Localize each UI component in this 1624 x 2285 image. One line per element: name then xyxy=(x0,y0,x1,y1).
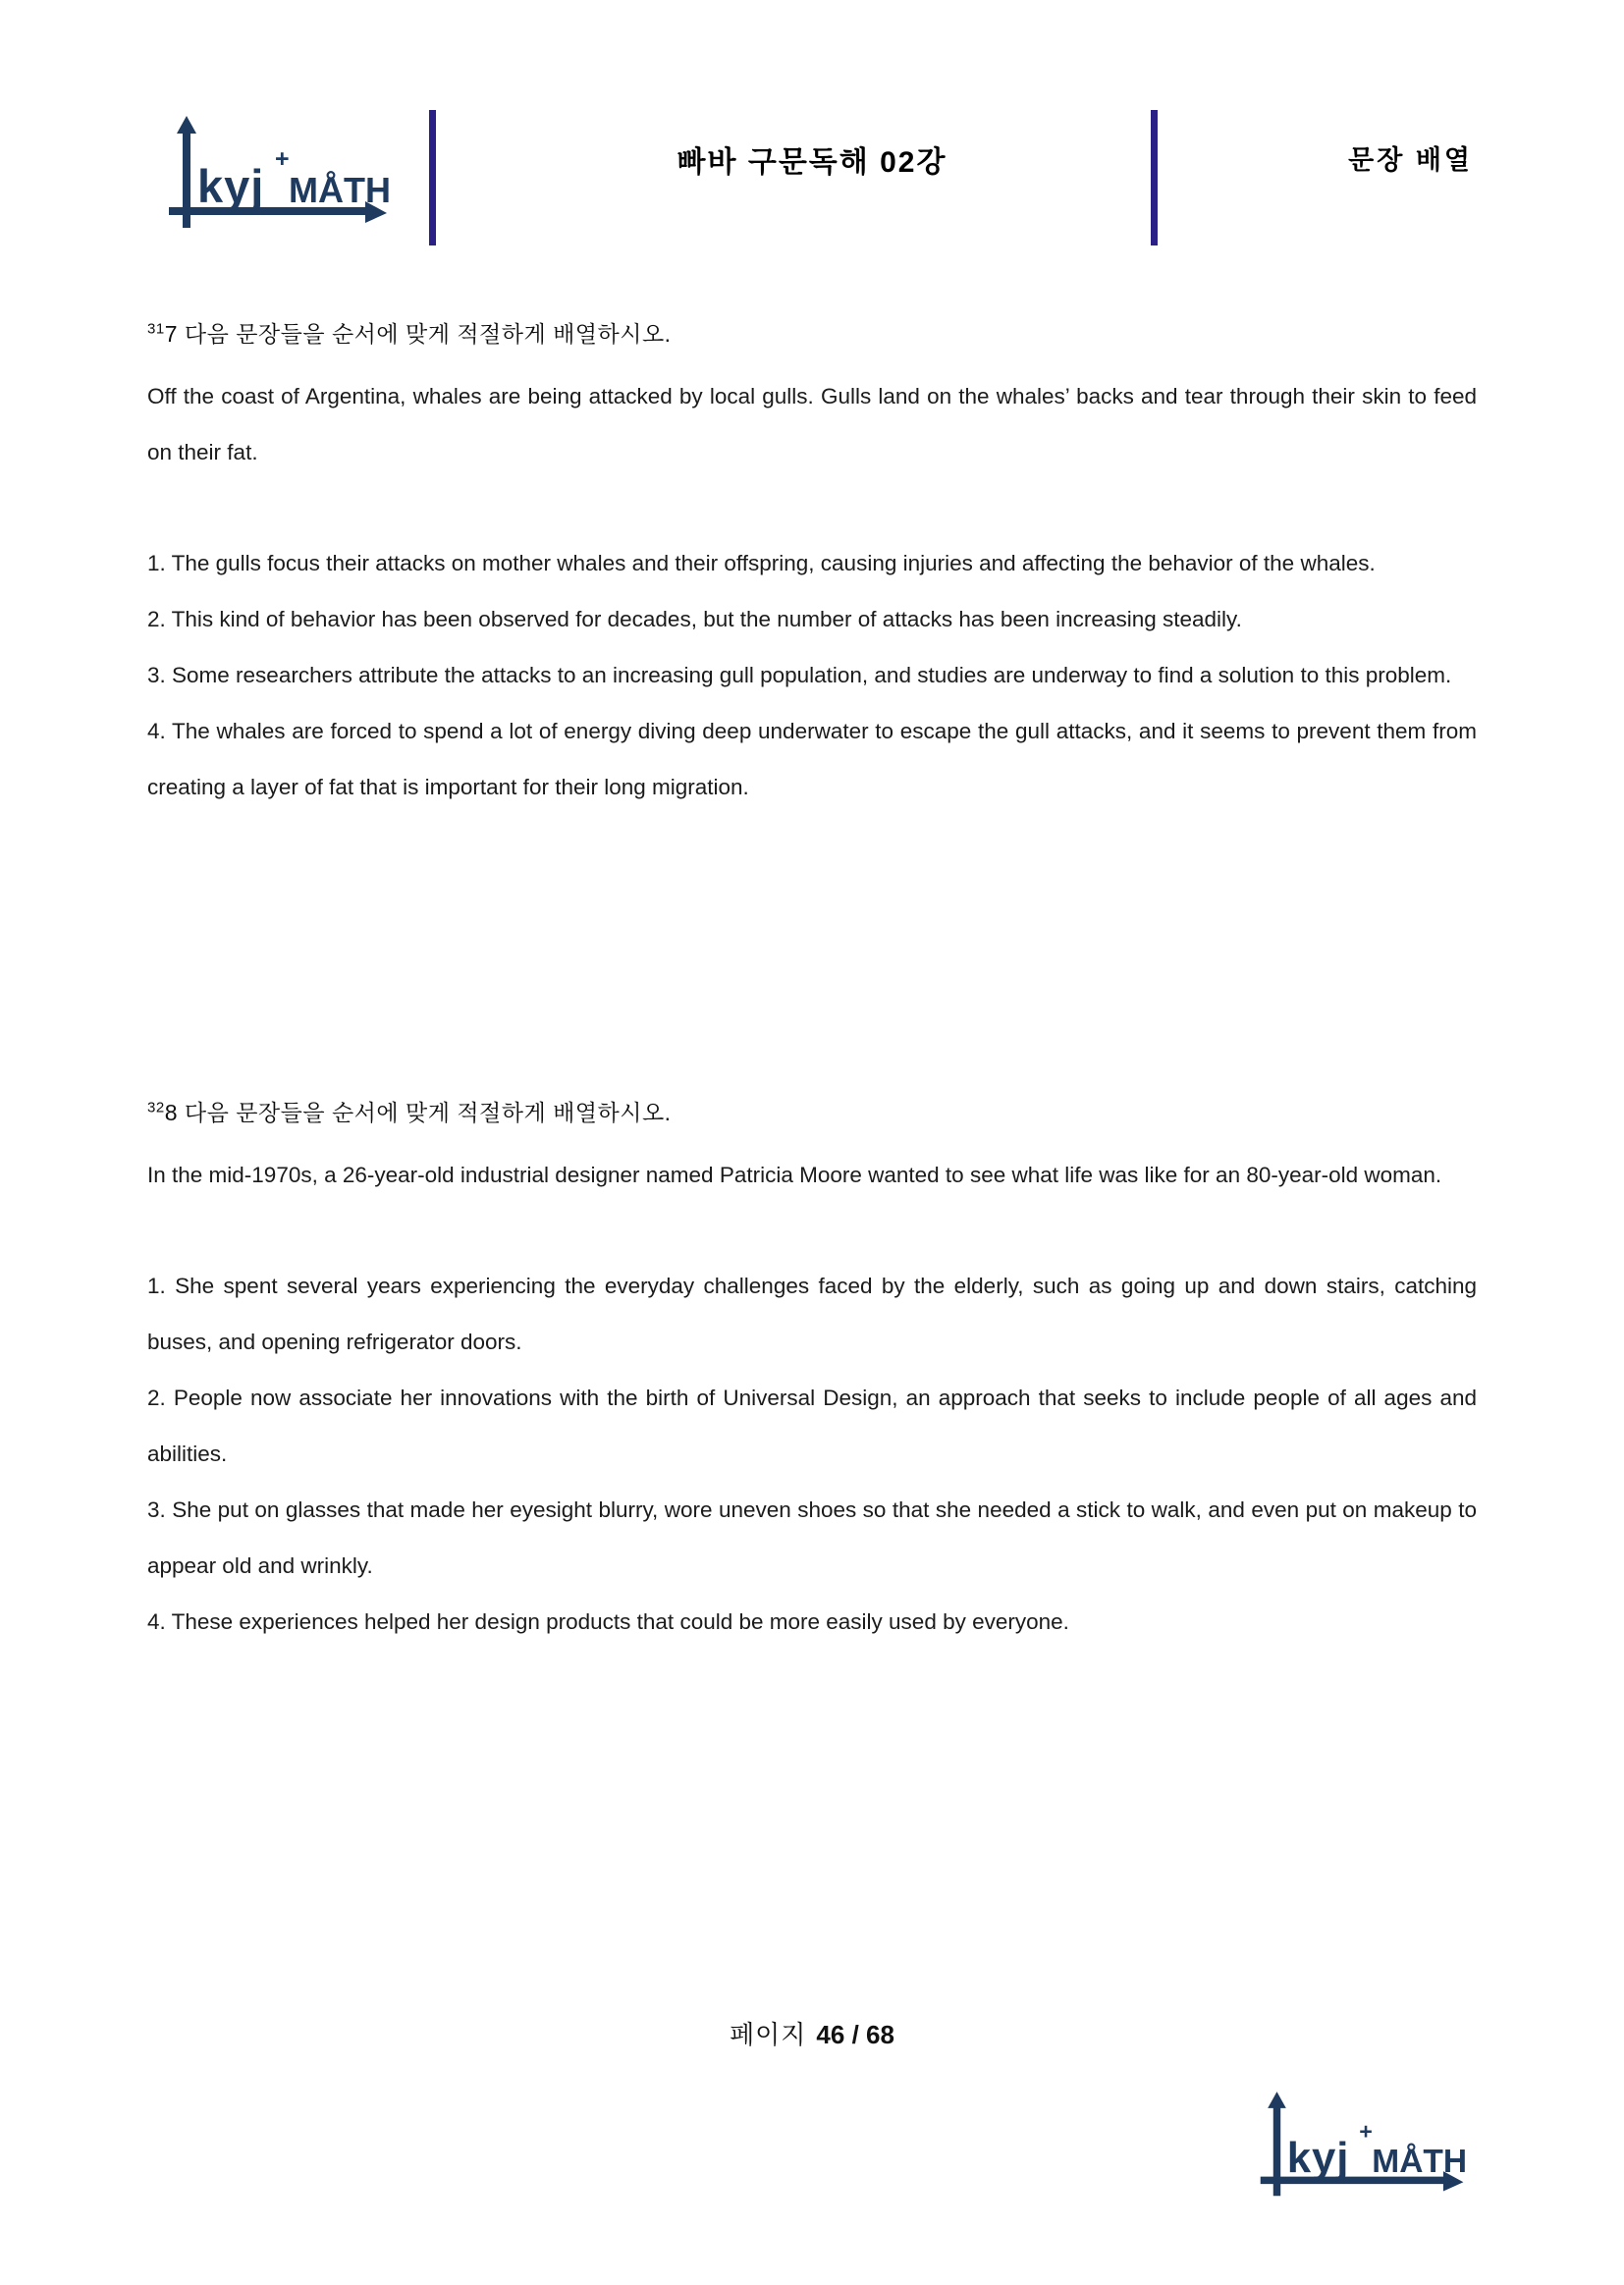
sentence-item: 3. Some researchers attribute the attacks to an increasing gull population, and studies are underway to find a solution to this problem. xyxy=(147,663,1452,687)
header-divider-right xyxy=(1151,110,1158,245)
question-8-section xyxy=(147,1093,1477,1650)
question-8-sentence-list xyxy=(147,1258,1477,1650)
sentence-item: 2. This kind of behavior has been observed for decades, but the number of attacks has been increasing steadily. xyxy=(147,607,1242,631)
question-7-number-sup: 31 xyxy=(147,320,165,338)
sentence-item: 4. These experiences helped her design products that could be more easily used by everyone. xyxy=(147,1609,1069,1634)
sentence-item: 1. The gulls focus their attacks on mother whales and their offspring, causing injuries and affecting the behavior of the whales. xyxy=(147,551,1376,575)
question-7-passage: Off the coast of Argentina, whales are being attacked by local gulls. Gulls land on the whales’ backs and tear through their skin to feed on their fat. xyxy=(147,384,1477,464)
logo-kyj-text: kyj xyxy=(197,160,265,212)
logo-kyj-text: kyj xyxy=(1286,2134,1350,2182)
question-8-prompt: 8 다음 문장들을 순서에 맞게 적절하게 배열하시오. xyxy=(164,1100,672,1125)
page-number-value: 46 / 68 xyxy=(816,2020,894,2049)
lecture-title: 빠바 구문독해 02강 xyxy=(677,146,947,179)
sentence-item: 1. She spent several years experiencing the everyday challenges faced by the elderly, such as going up and down stairs, catching buses, and opening refrigerator doors. xyxy=(147,1274,1477,1354)
logo-plus-icon: + xyxy=(1359,2118,1373,2145)
question-7-prompt: 7 다음 문장들을 순서에 맞게 적절하게 배열하시오. xyxy=(164,321,672,347)
question-7-section xyxy=(147,314,1477,815)
page-number xyxy=(0,2015,1624,2051)
question-8-number-sup: 32 xyxy=(147,1099,165,1116)
page-number-label: 페이지 xyxy=(730,2020,807,2049)
category-label: 문장 배열 xyxy=(1348,145,1473,175)
logo-plus-icon: + xyxy=(275,145,290,173)
logo-math-text: MÅTH xyxy=(289,170,391,210)
question-7-sentence-list xyxy=(147,535,1477,815)
sentence-item: 4. The whales are forced to spend a lot of energy diving deep underwater to escape the gull attacks, and it seems to prevent them from creating a layer of fat that is important for their long migration. xyxy=(147,719,1477,799)
logo-math-text: MÅTH xyxy=(1372,2144,1468,2180)
question-8-heading xyxy=(147,1093,1477,1132)
question-8-passage: In the mid-1970s, a 26-year-old industrial designer named Patricia Moore wanted to see what life was like for an 80-year-old woman. xyxy=(147,1163,1442,1187)
sentence-item: 2. People now associate her innovations with the birth of Universal Design, an approach that seeks to include people of all ages and abilities. xyxy=(147,1386,1477,1466)
sentence-item: 3. She put on glasses that made her eyesight blurry, wore uneven shoes so that she needed a stick to walk, and even put on makeup to appear old and wrinkly. xyxy=(147,1497,1477,1578)
question-7-heading xyxy=(147,314,1477,354)
kyj-math-logo xyxy=(1257,2090,1469,2202)
